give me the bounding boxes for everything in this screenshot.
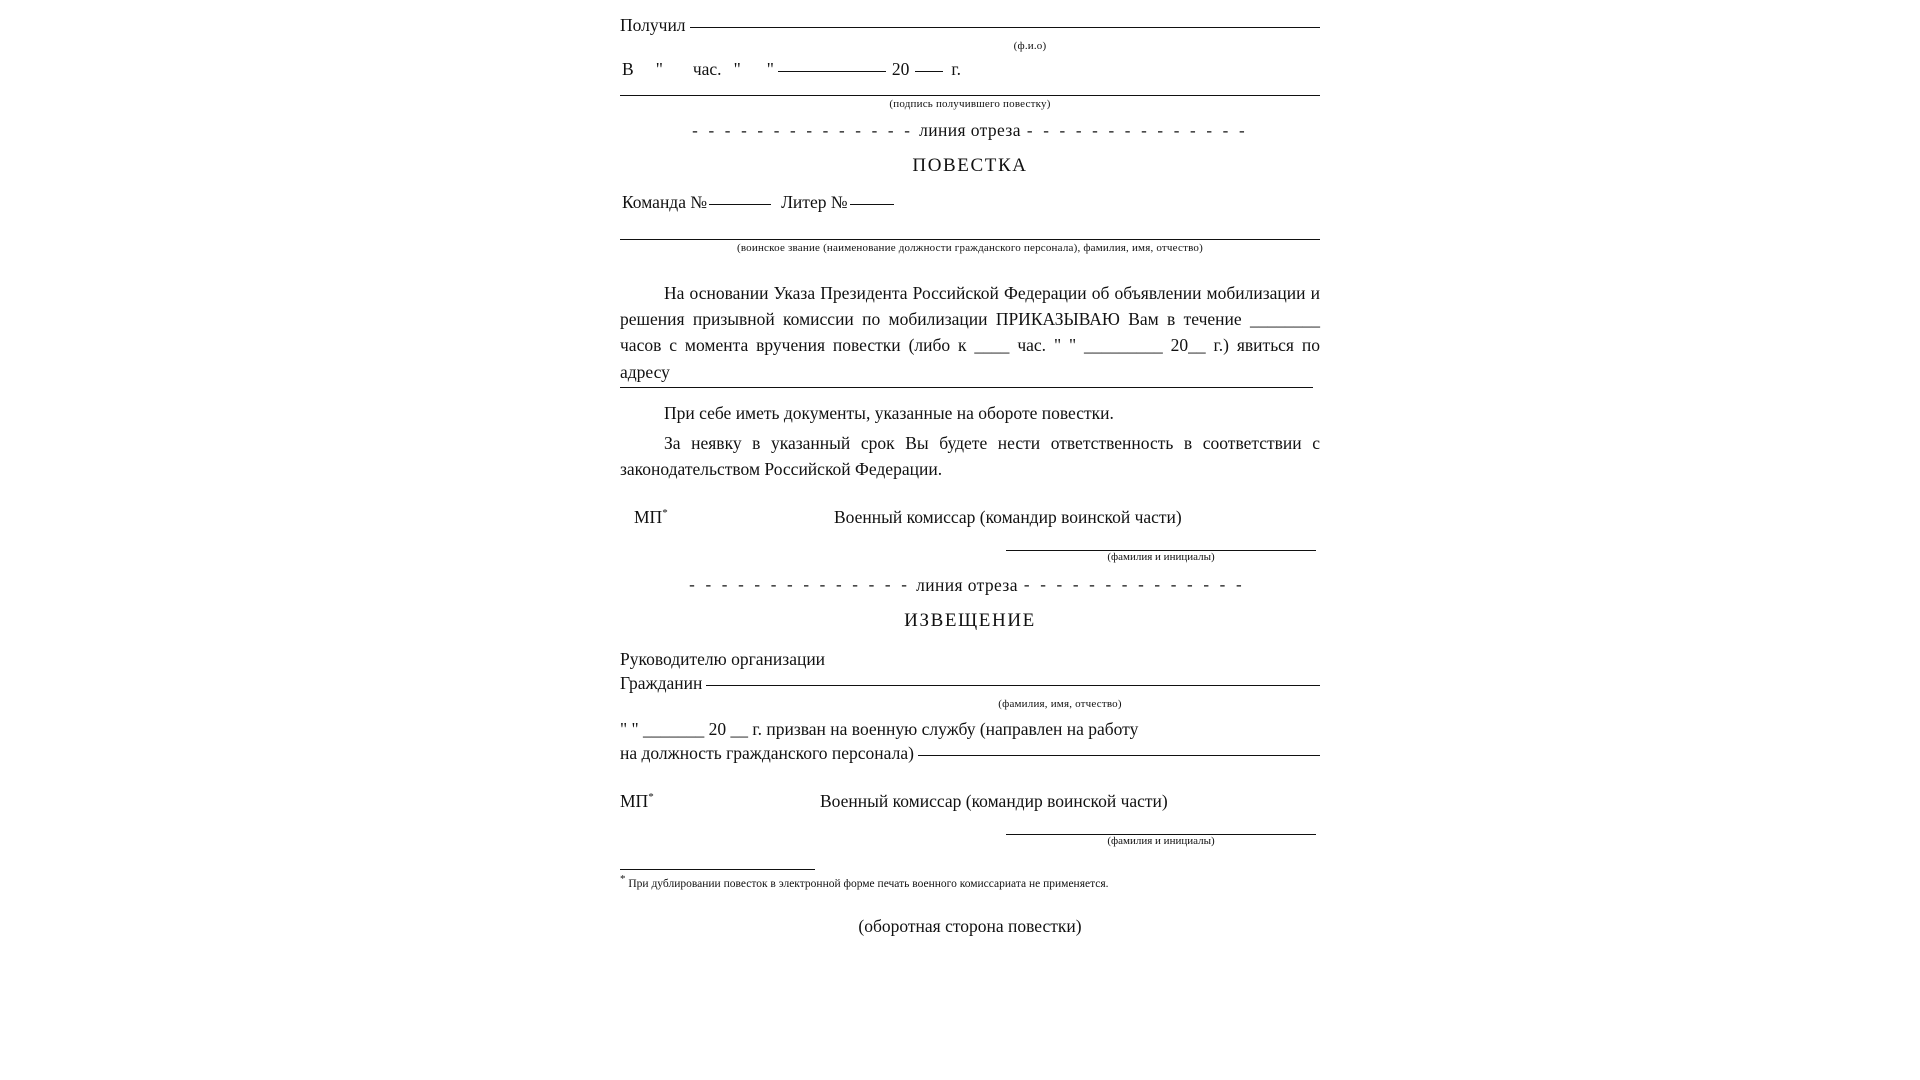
team-row bbox=[622, 191, 1320, 215]
year-prefix: 20 bbox=[891, 58, 910, 79]
cut-line-2-label: линия отреза bbox=[916, 574, 1018, 595]
received-label: Получил bbox=[620, 15, 686, 35]
year-suffix: г. bbox=[951, 58, 961, 79]
notice-fio-caption: (фамилия, имя, отчество) bbox=[998, 697, 1122, 710]
notice-name-caption: (фамилия и инициалы) bbox=[1107, 835, 1215, 848]
bottom-note: (оборотная сторона повестки) bbox=[858, 916, 1082, 937]
cut-line-1-dashes-right: - - - - - - - - - - - - - - bbox=[1026, 120, 1248, 140]
received-fio-field[interactable] bbox=[690, 27, 1320, 28]
notice-stamp-label bbox=[620, 791, 820, 812]
hours-label: час. bbox=[692, 58, 722, 79]
citizen-row bbox=[620, 672, 1320, 696]
summons-stamp-text: МП bbox=[634, 506, 663, 527]
summons-signature-row bbox=[620, 507, 1320, 528]
notice-signature-row bbox=[620, 791, 1320, 812]
summons-stamp-label bbox=[620, 507, 834, 528]
signature-rule[interactable] bbox=[620, 95, 1320, 96]
team-label: Команда № bbox=[622, 192, 708, 213]
notice-official-label: Военный комиссар (командир воинской части) bbox=[820, 791, 1168, 812]
notice-line-2 bbox=[620, 742, 1320, 766]
cut-line-1-label: линия отреза bbox=[919, 120, 1021, 141]
cut-line-2 bbox=[614, 575, 1320, 596]
quote-open: " bbox=[655, 58, 663, 79]
received-row bbox=[620, 14, 1320, 38]
quote-close: " bbox=[766, 58, 774, 79]
year-field[interactable] bbox=[915, 71, 943, 72]
rank-rule[interactable] bbox=[620, 239, 1320, 240]
notice-position-field[interactable] bbox=[918, 755, 1320, 756]
document-page bbox=[620, 0, 1320, 1080]
notice-stamp-text: МП bbox=[620, 791, 649, 812]
quote-open-2: " bbox=[733, 58, 741, 79]
summons-title: ПОВЕСТКА bbox=[912, 155, 1028, 177]
fio-caption: (ф.и.о) bbox=[1013, 39, 1047, 52]
notice-title: ИЗВЕЩЕНИЕ bbox=[904, 609, 1036, 631]
footnote-marker: * bbox=[620, 873, 626, 886]
summons-name-caption: (фамилия и инициалы) bbox=[1107, 550, 1215, 563]
liter-label: Литер № bbox=[781, 192, 848, 213]
notice-position-label: на должность гражданского персонала) bbox=[620, 742, 914, 763]
cut-line-1-dashes-left: - - - - - - - - - - - - - - bbox=[692, 120, 914, 140]
citizen-fio-field[interactable] bbox=[706, 685, 1320, 686]
cut-line-2-dashes-left: - - - - - - - - - - - - - - bbox=[689, 575, 911, 595]
footnote bbox=[620, 873, 1320, 890]
team-number-field[interactable] bbox=[709, 204, 771, 205]
summons-body-p2: При себе иметь документы, указанные на обороте повестки. bbox=[664, 402, 1114, 423]
month-field[interactable] bbox=[778, 71, 886, 72]
signature-caption: (подпись получившего повестку) bbox=[889, 98, 1051, 111]
summons-stamp-asterisk: * bbox=[662, 506, 668, 519]
citizen-label: Гражданин bbox=[620, 672, 703, 693]
notice-to-label: Руководителю организации bbox=[620, 648, 826, 669]
cut-line-1 bbox=[620, 120, 1320, 141]
rank-caption: (воинское звание (наименование должности гражданского персонала), фамилия, имя, отчество) bbox=[737, 241, 1203, 254]
liter-number-field[interactable] bbox=[850, 204, 894, 205]
notice-stamp-asterisk: * bbox=[648, 791, 654, 804]
time-prefix: В bbox=[622, 58, 634, 79]
summons-body-p3: За неявку в указанный срок Вы будете нести ответственность в соответствии с законодательством Российской Федерации. bbox=[620, 433, 1320, 480]
time-row bbox=[622, 58, 1320, 82]
cut-line-2-dashes-right: - - - - - - - - - - - - - - bbox=[1023, 575, 1245, 595]
summons-official-label: Военный комиссар (командир воинской части) bbox=[834, 506, 1182, 527]
footnote-text: При дублировании повесток в электронной форме печать военного комиссариата не применяется. bbox=[628, 878, 1109, 891]
notice-line-1: " " _______ 20 __ г. призван на военную службу (направлен на работу bbox=[620, 718, 1139, 739]
footnote-rule bbox=[620, 869, 815, 870]
summons-body-p1: На основании Указа Президента Российской Федерации об объявлении мобилизации и решения призывной комиссии по мобилизации ПРИКАЗЫВАЮ Вам в течение ________ часов с момента вручения повестки (либо к ____ час. " " _________ 20__ г.) явиться по адресу bbox=[620, 282, 1320, 382]
